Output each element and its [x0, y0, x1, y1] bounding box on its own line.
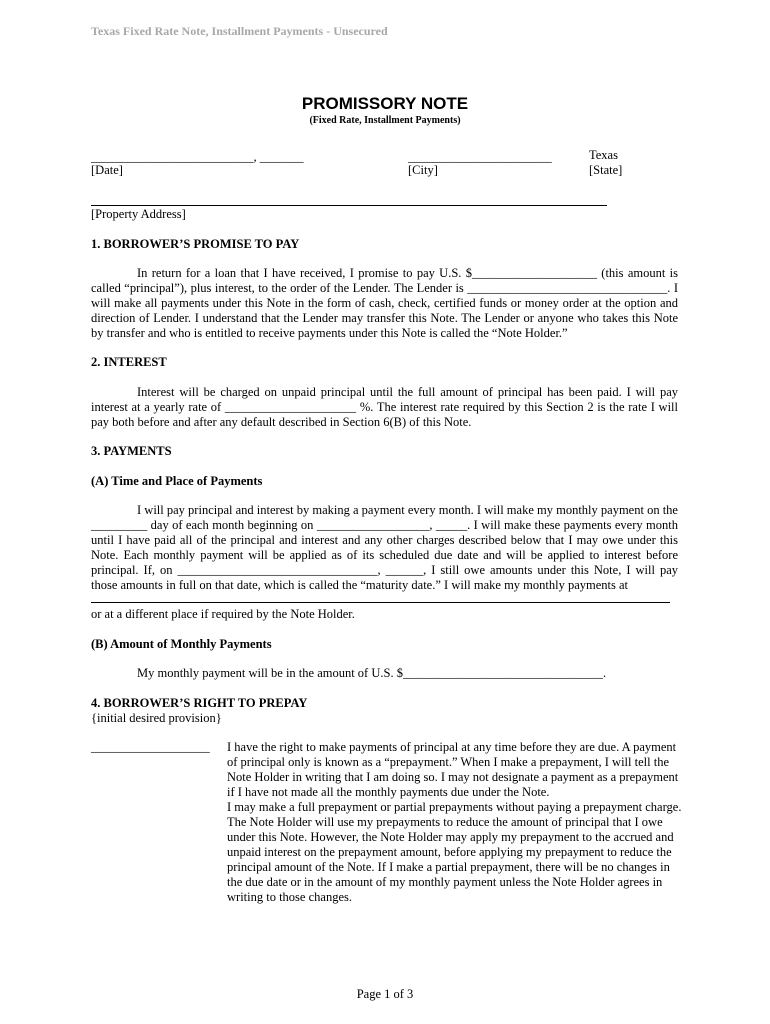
property-address-line	[91, 205, 607, 206]
section-2-paragraph: Interest will be charged on unpaid principal until the full amount of principal has been paid. I will pay interest at a yearly rate of _____________________ %. The interest rate required by this Section 2 is the rate I will pay both before and after any default described in Section 6(B) of this Note.	[91, 385, 678, 429]
prepayment-text-block	[227, 740, 682, 905]
page-number: Page 1 of 3	[356, 987, 414, 1001]
initials-blank-line: ___________________	[91, 740, 210, 754]
prepayment-paragraph-2: I may make a full prepayment or partial prepayments without paying a prepayment charge. The Note Holder will use my prepayments to reduce the amount of principal that I owe under this Note. However, the Note Holder may apply my prepayment to the accrued and unpaid interest on the prepayment amount, before applying my prepayment to reduce the principal amount of the Note. If I make a partial prepayment, there will be no changes in the due date or in the amount of my monthly payment unless the Note Holder agrees in writing to those changes.	[227, 800, 682, 904]
section-2-heading: 2. INTEREST	[91, 355, 167, 369]
section-4-heading: 4. BORROWER’S RIGHT TO PREPAY	[91, 696, 308, 710]
section-3a-subheading: (A) Time and Place of Payments	[91, 474, 263, 488]
section-3b-subheading: (B) Amount of Monthly Payments	[91, 637, 272, 651]
section-1-heading: 1. BORROWER’S PROMISE TO PAY	[91, 237, 300, 251]
state-value: Texas	[589, 148, 618, 162]
section-3a-paragraph: I will pay principal and interest by making a payment every month. I will make my monthly payment on the _________ day of each month beginning on __________________, _____. I will make these payments every month until I have paid all of the principal and interest and any other charges described below that I may owe under this Note. Each monthly payment will be applied as of its scheduled due date and will be applied to interest before principal. If, on ________________________________, ______, I still owe amounts under this Note, I will pay those amounts in full on that date, which is called the “maturity date.” I will make my monthly payments at	[91, 503, 678, 592]
payment-place-line	[91, 602, 670, 603]
date-blank-line: __________________________, _______	[91, 150, 304, 164]
initial-provision-note: {initial desired provision}	[91, 711, 222, 725]
section-3b-paragraph: My monthly payment will be in the amount of U.S. $________________________________.	[137, 666, 607, 680]
property-address-label: [Property Address]	[91, 207, 186, 221]
city-label: [City]	[408, 163, 438, 177]
section-1-paragraph: In return for a loan that I have received, I promise to pay U.S. $____________________ (this amount is called “principal”), plus interest, to the order of the Lender. The Lender is ________________________________. I will make all payments under this Note in the form of cash, check, certified funds or money order at the option and direction of Lender. I understand that the Lender may transfer this Note. The Lender or anyone who takes this Note by transfer and who is entitled to receive payments under this Note is called the “Note Holder.”	[91, 266, 678, 340]
date-label: [Date]	[91, 163, 123, 177]
state-label: [State]	[589, 163, 623, 177]
city-blank-line: _______________________	[408, 150, 552, 164]
document-title: PROMISSORY NOTE	[301, 94, 469, 113]
document-subtitle: (Fixed Rate, Installment Payments)	[309, 115, 461, 126]
payment-place-note: or at a different place if required by the Note Holder.	[91, 607, 355, 621]
prepayment-paragraph-1: I have the right to make payments of principal at any time before they are due. A payment of principal only is known as a “prepayment.” When I make a prepayment, I will tell the Note Holder in writing that I am doing so. I may not designate a payment as a prepayment if I have not made all the monthly payments due under the Note.	[227, 740, 679, 799]
document-header-title: Texas Fixed Rate Note, Installment Payments - Unsecured	[91, 24, 388, 38]
section-3-heading: 3. PAYMENTS	[91, 444, 172, 458]
